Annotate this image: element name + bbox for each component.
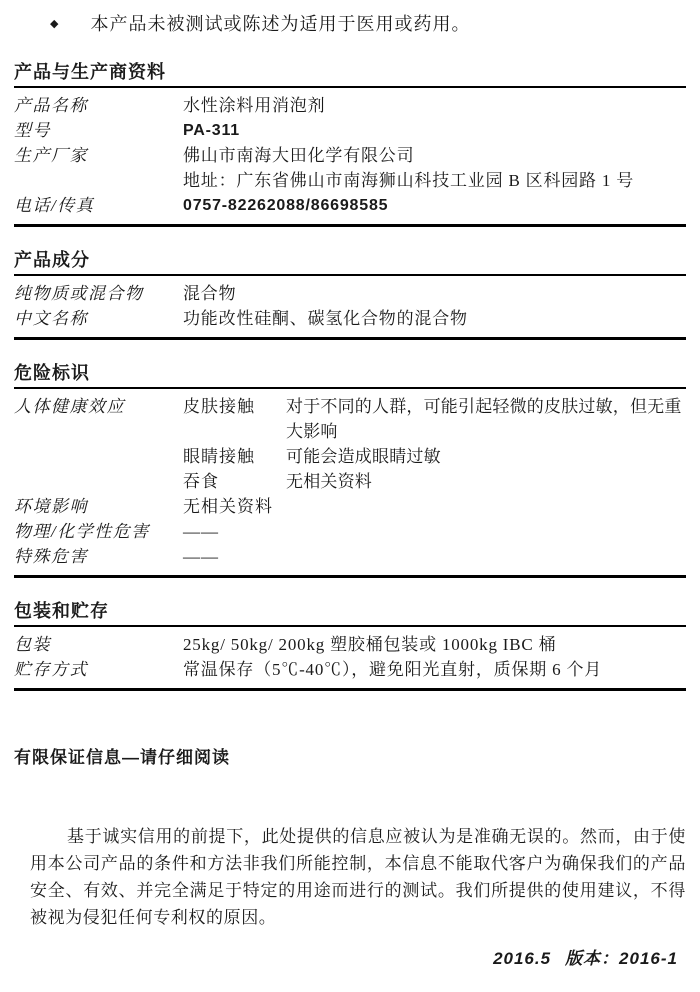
- section-packaging: [14, 627, 686, 691]
- section-title-composition: 产品成分: [14, 250, 686, 276]
- section-title-warranty: 有限保证信息—请仔细阅读: [14, 748, 230, 767]
- row-value: 无相关资料: [183, 497, 273, 516]
- section-hazards: [14, 389, 686, 578]
- section-title-manufacturer: 产品与生产商资料: [14, 62, 686, 88]
- row-label: [14, 469, 183, 494]
- row-value: 地址：广东省佛山市南海狮山科技工业园 B 区科园路 1 号: [183, 171, 635, 190]
- table-row: [14, 632, 686, 657]
- table-row: [14, 168, 686, 193]
- row-label: 贮存方式: [14, 660, 88, 679]
- row-label: 特殊危害: [14, 547, 88, 566]
- row-description: 对于不同的人群，可能引起轻微的皮肤过敏，但无重大影响: [286, 397, 682, 441]
- row-sublabel: 皮肤接触: [183, 397, 255, 416]
- row-value: 0757-82262088/86698585: [183, 197, 389, 214]
- table-row: [14, 93, 686, 118]
- row-label: 人体健康效应: [14, 397, 125, 416]
- row-description: 可能会造成眼睛过敏: [286, 447, 441, 466]
- table-row: [14, 494, 686, 519]
- table-row: [14, 118, 686, 143]
- row-label: 物理/化学性危害: [14, 522, 150, 541]
- section-title-hazards: 危险标识: [14, 363, 686, 389]
- row-sublabel: 吞食: [183, 472, 219, 491]
- row-value: PA-311: [183, 122, 240, 139]
- section-title-packaging: 包装和贮存: [14, 601, 686, 627]
- row-description: 无相关资料: [286, 472, 372, 491]
- row-label: 产品名称: [14, 96, 88, 115]
- row-label: 电话/传真: [14, 196, 95, 215]
- table-row: [14, 394, 686, 444]
- warranty-paragraph: 基于诚实信用的前提下，此处提供的信息应被认为是准确无误的。然而，由于使用本公司产品的条件和方法非我们所能控制，本信息不能取代客户为确保我们的产品安全、有效、并完全满足于特定的用途而进行的测试。我们所提供的使用建议，不得被视为侵犯任何专利权的原因。: [30, 827, 686, 927]
- row-label: 生产厂家: [14, 146, 88, 165]
- row-label: [14, 444, 183, 469]
- table-row: [14, 519, 686, 544]
- section-composition: [14, 276, 686, 340]
- row-value: ——: [183, 522, 219, 541]
- table-row: [14, 143, 686, 168]
- version-date: 2016.5: [493, 949, 552, 968]
- row-value: 水性涂料用消泡剂: [183, 96, 326, 115]
- row-value: 25kg/ 50kg/ 200kg 塑胶桶包装或 1000kg IBC 桶: [183, 635, 557, 654]
- table-row: [14, 657, 686, 682]
- table-row: [14, 281, 686, 306]
- row-label: [14, 168, 183, 193]
- version-number: 版本：2016-1: [565, 949, 678, 968]
- table-row: [14, 469, 686, 494]
- row-value: 佛山市南海大田化学有限公司: [183, 146, 415, 165]
- row-label: 型号: [14, 121, 51, 140]
- row-label: 纯物质或混合物: [14, 284, 144, 303]
- row-sublabel: 眼睛接触: [183, 447, 255, 466]
- row-value: ——: [183, 547, 219, 566]
- section-manufacturer: [14, 88, 686, 227]
- table-row: [14, 544, 686, 569]
- table-row: [14, 306, 686, 331]
- row-value: 混合物: [183, 284, 237, 303]
- diamond-bullet-icon: ◆: [50, 17, 60, 30]
- row-label: 包装: [14, 635, 51, 654]
- medical-use-notice: [14, 0, 686, 35]
- row-value: 功能改性硅酮、碳氢化合物的混合物: [183, 309, 468, 328]
- row-label: 环境影响: [14, 497, 88, 516]
- version-footer: [493, 944, 678, 969]
- row-label: 中文名称: [14, 309, 88, 328]
- medical-use-notice-text: 本产品未被测试或陈述为适用于医用或药用。: [90, 14, 471, 34]
- row-value: 常温保存（5℃-40℃），避免阳光直射，质保期 6 个月: [183, 660, 603, 679]
- table-row: [14, 193, 686, 218]
- table-row: [14, 444, 686, 469]
